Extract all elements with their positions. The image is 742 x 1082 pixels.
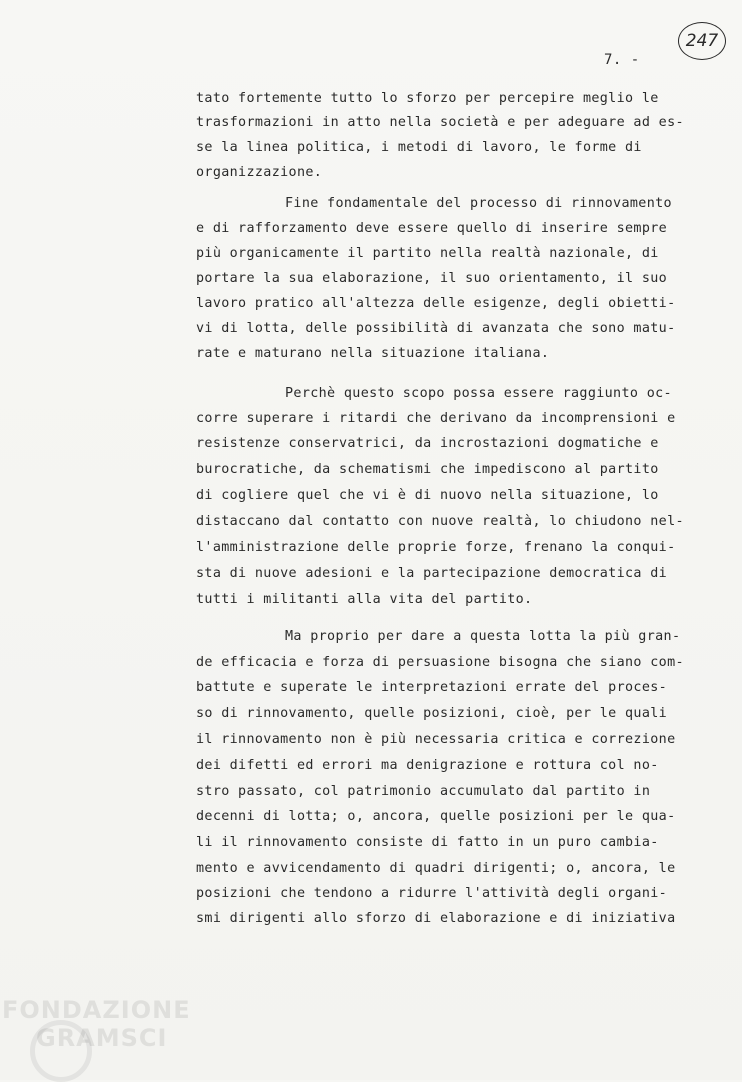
text-line: resistenze conservatrici, da incrostazioni dogmatiche e xyxy=(196,436,659,451)
text-line: distaccano dal contatto con nuove realtà, lo chiudono nel- xyxy=(196,514,684,529)
text-line: il rinnovamento non è più necessaria critica e correzione xyxy=(196,732,676,747)
text-line: corre superare i ritardi che derivano da incomprensioni e xyxy=(196,411,676,426)
text-line: battute e superate le interpretazioni errate del proces- xyxy=(196,680,668,695)
fondazione-gramsci-watermark xyxy=(2,996,191,1052)
watermark-line-1: FONDAZIONE xyxy=(2,996,191,1024)
text-line: l'amministrazione delle proprie forze, frenano la conqui- xyxy=(196,540,676,555)
text-line: sta di nuove adesioni e la partecipazione democratica di xyxy=(196,566,668,581)
text-line: burocratiche, da schematismi che impediscono al partito xyxy=(196,462,659,477)
text-line: decenni di lotta; o, ancora, quelle posizioni per le qua- xyxy=(196,809,676,824)
text-line: organizzazione. xyxy=(196,165,323,180)
watermark-line-2: GRAMSCI xyxy=(36,1024,168,1052)
text-line: più organicamente il partito nella realtà nazionale, di xyxy=(196,246,659,261)
text-line: posizioni che tendono a ridurre l'attività degli organi- xyxy=(196,886,668,901)
archive-page-stamp: 247 xyxy=(678,22,726,60)
text-line: Ma proprio per dare a questa lotta la più gran- xyxy=(285,629,681,644)
text-line: smi dirigenti allo sforzo di elaborazione e di iniziativa xyxy=(196,911,676,926)
text-line: de efficacia e forza di persuasione bisogna che siano com- xyxy=(196,655,684,670)
page-number: 7. - xyxy=(604,52,640,68)
text-line: e di rafforzamento deve essere quello di inserire sempre xyxy=(196,221,668,236)
text-line: mento e avvicendamento di quadri dirigenti; o, ancora, le xyxy=(196,861,676,876)
text-line: trasformazioni in atto nella società e per adeguare ad es- xyxy=(196,115,684,130)
text-line: tato fortemente tutto lo sforzo per percepire meglio le xyxy=(196,91,659,106)
text-line: vi di lotta, delle possibilità di avanzata che sono matu- xyxy=(196,321,676,336)
text-line: rate e maturano nella situazione italiana. xyxy=(196,346,550,361)
text-line: se la linea politica, i metodi di lavoro, le forme di xyxy=(196,140,642,155)
text-line: li il rinnovamento consiste di fatto in un puro cambia- xyxy=(196,835,659,850)
text-line: lavoro pratico all'altezza delle esigenze, degli obietti- xyxy=(196,296,676,311)
text-line: Perchè questo scopo possa essere raggiunto oc- xyxy=(285,386,672,401)
text-line: di cogliere quel che vi è di nuovo nella situazione, lo xyxy=(196,488,659,503)
text-line: dei difetti ed errori ma denigrazione e rottura col no- xyxy=(196,758,659,773)
text-line: tutti i militanti alla vita del partito. xyxy=(196,592,533,607)
text-line: Fine fondamentale del processo di rinnovamento xyxy=(285,196,672,211)
text-line: portare la sua elaborazione, il suo orientamento, il suo xyxy=(196,271,668,286)
text-line: so di rinnovamento, quelle posizioni, cioè, per le quali xyxy=(196,706,668,721)
text-line: stro passato, col patrimonio accumulato dal partito in xyxy=(196,784,651,799)
